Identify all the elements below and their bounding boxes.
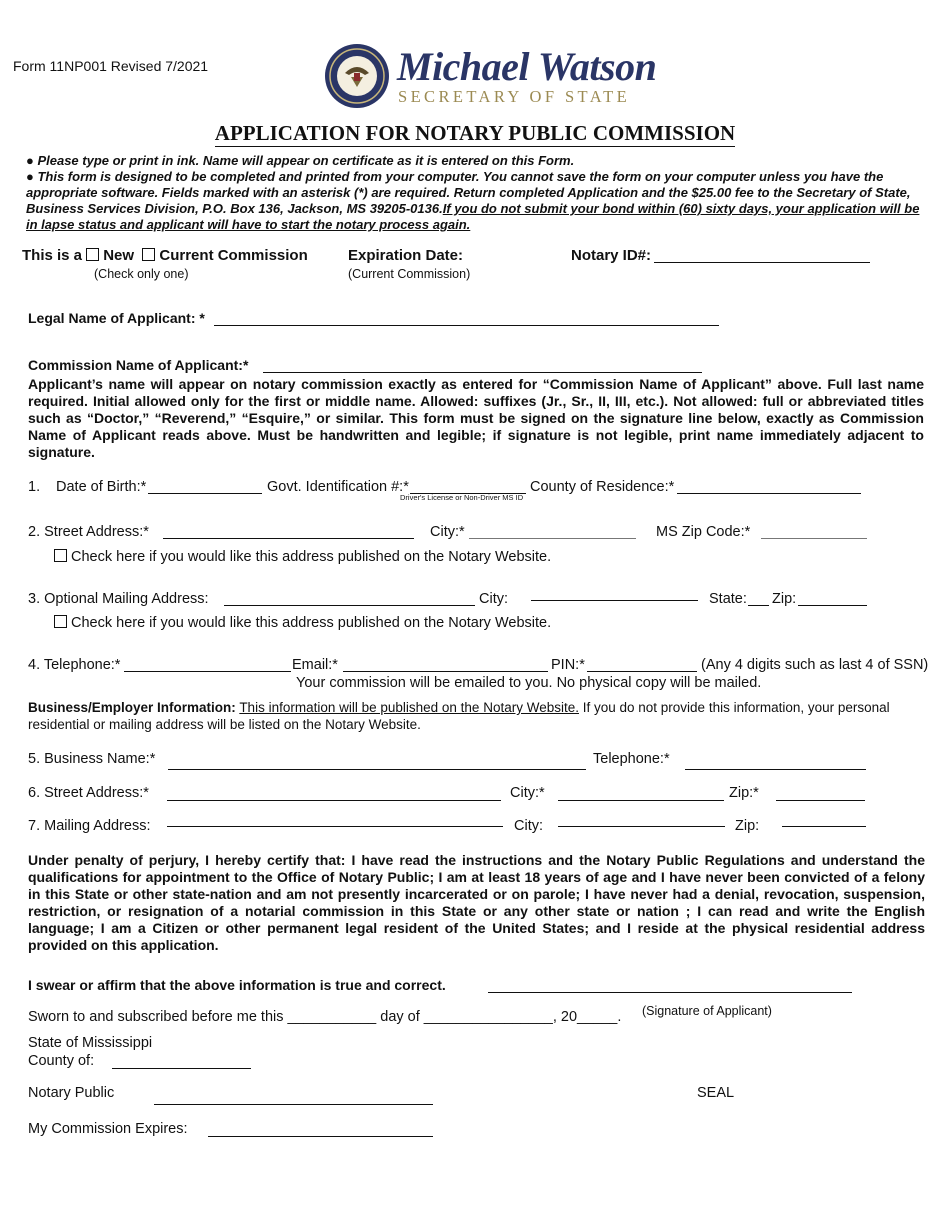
mailing-address-field[interactable] [224, 605, 475, 606]
notary-id-label: Notary ID#: [571, 247, 652, 264]
mailing-zip-field[interactable] [798, 605, 867, 606]
pin-field[interactable] [587, 671, 697, 672]
business-publish-note: This information will be published on the Notary Website. [239, 700, 579, 715]
certification-statement: Under penalty of perjury, I hereby certify that: I have read the instructions and the Notary Public Regulations and understand the qualifications for appointment to the Office of Notary Public; I am at least 18 years of age and I have never been convicted of a felony in this State or other state-nation and am not presently incarcerated or on parole; I have never had a denial, revocation, suspension, restriction, or resignation of a notarial commission in this State or any other state or nation ; I can read and write the English language; I am a Citizen or other permanent legal resident of the United States; and I reside at the physical residential address provided on this application. [28, 852, 925, 953]
business-street-label: 6. Street Address:* [28, 785, 149, 801]
commission-name-field[interactable] [263, 372, 702, 373]
commission-expires-field[interactable] [208, 1136, 433, 1137]
business-info-note [28, 699, 928, 733]
email-note: Your commission will be emailed to you. No physical copy will be mailed. [296, 675, 762, 691]
signature-field[interactable] [488, 992, 852, 993]
business-fallback-note: If you do not provide this information, your personal residential or mailing address will be listed on the Notary Website. [28, 700, 890, 732]
legal-name-field[interactable] [214, 325, 719, 326]
instruction-line-1: ● Please type or print in ink. Name will appear on certificate as it is entered on this Form. [26, 153, 575, 168]
instruction-line-2: ● This form is designed to be completed and printed from your computer. You cannot save the form on your computer unless you have the appropriate software. Fields marked with an asterisk (*) are required. Return completed Application and the $25.00 fee to the Secretary of State, Business Services Division, P.O. Box 136, Jackson, MS 39205-0136.If you do not submit your bond within (60) sixty days, your application will be in lapse status and applicant will have to start the notary process again. [26, 169, 920, 232]
form-title: APPLICATION FOR NOTARY PUBLIC COMMISSION [214, 121, 736, 145]
commission-type [22, 247, 308, 264]
business-city-field[interactable] [558, 800, 724, 801]
telephone-label: 4. Telephone:* [28, 657, 121, 673]
commission-expires-label: My Commission Expires: [28, 1121, 188, 1137]
county-of-residence-label: County of Residence:* [530, 479, 675, 495]
business-mailing-zip-label: Zip: [735, 818, 760, 834]
govt-id-label: Govt. Identification #:* [267, 479, 409, 495]
business-telephone-label: Telephone:* [593, 751, 670, 767]
state-seal-icon [324, 43, 390, 109]
expiration-date-label: Expiration Date: [348, 247, 464, 264]
business-street-field[interactable] [167, 800, 501, 801]
county-of-label: County of: [28, 1053, 95, 1069]
govt-id-hint: Driver's License or Non-Driver MS ID [400, 493, 524, 502]
notary-id-field[interactable] [654, 262, 870, 263]
business-heading: Business/Employer Information: [28, 700, 236, 715]
date-of-birth-label: Date of Birth:* [56, 479, 147, 495]
new-checkbox[interactable] [86, 248, 99, 261]
county-of-field[interactable] [112, 1068, 251, 1069]
city-field[interactable] [469, 538, 636, 539]
mailing-state-field[interactable] [748, 605, 769, 606]
swear-statement: I swear or affirm that the above information is true and correct. [28, 977, 446, 993]
expiration-date-hint: (Current Commission) [348, 267, 471, 281]
signature-hint: (Signature of Applicant) [642, 1004, 772, 1018]
check-only-one-hint: (Check only one) [94, 267, 189, 281]
telephone-field[interactable] [124, 671, 291, 672]
current-commission-label: Current Commission [159, 247, 308, 264]
publish-street-label: Check here if you would like this address published on the Notary Website. [71, 549, 552, 565]
pin-hint: (Any 4 digits such as last 4 of SSN) [701, 657, 929, 673]
business-mailing-zip-field[interactable] [782, 826, 866, 827]
instructions [26, 153, 926, 233]
business-mailing-field[interactable] [167, 826, 503, 827]
business-city-label: City:* [510, 785, 545, 801]
publish-mailing-checkbox[interactable] [54, 615, 67, 628]
bond-warning: If you do not submit your bond within (60) sixty days, your application will be in lapse status and applicant will have to start the notary process again. [26, 201, 920, 232]
current-commission-checkbox[interactable] [142, 248, 155, 261]
row1-number: 1. [28, 479, 41, 495]
county-of-residence-field[interactable] [677, 493, 861, 494]
street-address-label: 2. Street Address:* [28, 524, 149, 540]
publish-street-checkbox[interactable] [54, 549, 67, 562]
city-label: City:* [430, 524, 465, 540]
commission-type-prefix: This is a [22, 247, 83, 264]
email-field[interactable] [343, 671, 548, 672]
commission-name-label: Commission Name of Applicant:* [28, 357, 249, 373]
business-mailing-city-field[interactable] [558, 826, 725, 827]
publish-mailing-address[interactable] [54, 615, 551, 632]
mailing-address-label: 3. Optional Mailing Address: [28, 591, 209, 607]
mailing-city-label: City: [479, 591, 508, 607]
mailing-zip-label: Zip: [772, 591, 797, 607]
street-address-field[interactable] [163, 538, 414, 539]
business-name-label: 5. Business Name:* [28, 751, 156, 767]
name-rules: Applicant’s name will appear on notary commission exactly as entered for “Commission Name of Applicant” above. Full last name required. Initial allowed only for the first or middle name. Allowed: suffixes (Jr., Sr., II, III, etc.). Not allowed: full or abbreviated titles such as “Doctor,” “Reverend,” “Esquire,” or similar. This form must be signed on the signature line below, exactly as Commission Name of Applicant reads above. Must be handwritten and legible; if signature is not legible, print name immediately adjacent to signature. [28, 376, 924, 460]
form-id: Form 11NP001 Revised 7/2021 [13, 58, 209, 74]
business-mailing-city-label: City: [514, 818, 543, 834]
date-of-birth-field[interactable] [148, 493, 262, 494]
business-mailing-label: 7. Mailing Address: [28, 818, 151, 834]
mailing-state-label: State: [709, 591, 747, 607]
state-of-mississippi: State of Mississippi [28, 1035, 153, 1051]
new-label: New [103, 247, 135, 264]
publish-street-address[interactable] [54, 549, 551, 566]
sworn-statement: Sworn to and subscribed before me this ___________ day of ________________, 20_____. [28, 1009, 622, 1025]
ms-zip-label: MS Zip Code:* [656, 524, 751, 540]
notary-public-signature-field[interactable] [154, 1104, 433, 1105]
official-name: Michael Watson [397, 44, 657, 89]
business-zip-label: Zip:* [729, 785, 759, 801]
email-label: Email:* [292, 657, 338, 673]
ms-zip-field[interactable] [761, 538, 867, 539]
seal-label: SEAL [697, 1085, 735, 1101]
legal-name-label: Legal Name of Applicant: * [28, 310, 205, 326]
business-zip-field[interactable] [776, 800, 865, 801]
pin-label: PIN:* [551, 657, 585, 673]
notary-public-label: Notary Public [28, 1085, 115, 1101]
business-telephone-field[interactable] [685, 769, 866, 770]
official-title: SECRETARY OF STATE [398, 87, 631, 106]
mailing-city-field[interactable] [531, 600, 698, 601]
publish-mailing-label: Check here if you would like this address published on the Notary Website. [71, 615, 552, 631]
business-name-field[interactable] [168, 769, 586, 770]
